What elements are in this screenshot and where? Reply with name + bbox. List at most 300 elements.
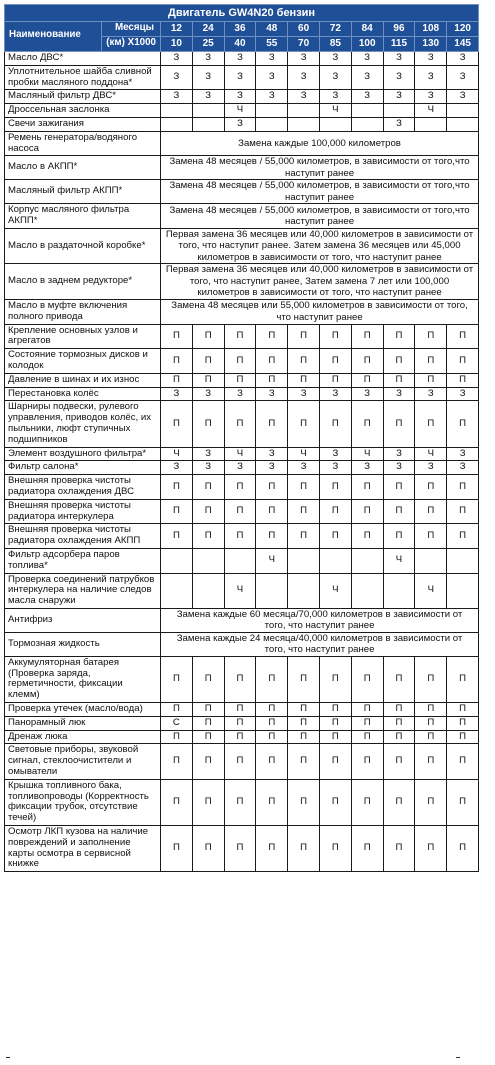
service-cell: П <box>415 703 447 717</box>
service-cell <box>351 117 383 131</box>
service-cell: П <box>415 716 447 730</box>
service-cell: П <box>224 401 256 447</box>
service-cell: З <box>415 387 447 401</box>
service-cell: З <box>256 90 288 104</box>
service-cell <box>288 104 320 118</box>
service-cell: П <box>383 401 415 447</box>
service-cell: П <box>447 744 479 779</box>
service-cell: П <box>288 324 320 349</box>
page-edge-mark <box>6 1057 10 1058</box>
row-name: Давление в шинах и их износ <box>5 373 161 387</box>
service-cell: С <box>161 716 193 730</box>
service-cell: П <box>256 349 288 374</box>
service-cell: З <box>415 461 447 475</box>
service-cell: П <box>161 524 193 549</box>
service-cell: З <box>288 52 320 66</box>
row-name: Тормозная жидкость <box>5 632 161 656</box>
row-name: Элемент воздушного фильтра* <box>5 447 161 461</box>
table-row <box>5 716 479 730</box>
service-cell: П <box>224 703 256 717</box>
service-cell: П <box>288 779 320 825</box>
row-name: Масло в раздаточной коробке* <box>5 228 161 264</box>
table-row <box>5 461 479 475</box>
month-48: 48 <box>256 22 288 37</box>
service-cell: П <box>319 730 351 744</box>
service-cell: П <box>415 779 447 825</box>
service-cell: П <box>192 324 224 349</box>
service-cell: П <box>319 779 351 825</box>
service-cell: З <box>383 52 415 66</box>
service-cell: П <box>319 401 351 447</box>
service-cell: П <box>192 656 224 702</box>
service-cell: П <box>319 349 351 374</box>
table-row <box>5 324 479 349</box>
service-cell: П <box>161 826 193 872</box>
service-cell: П <box>161 401 193 447</box>
row-name: Осмотр ЛКП кузова на наличие повреждений и заполнение карты осмотра в сервисной книжке <box>5 826 161 872</box>
service-cell <box>224 548 256 573</box>
month-72: 72 <box>319 22 351 37</box>
service-cell: З <box>256 65 288 90</box>
table-title: Двигатель GW4N20 бензин <box>5 5 479 22</box>
service-cell <box>415 117 447 131</box>
service-cell: П <box>256 656 288 702</box>
service-cell <box>192 573 224 608</box>
row-name: Ремень генератора/водяного насоса <box>5 131 161 156</box>
service-cell: Ч <box>224 104 256 118</box>
service-cell: З <box>224 387 256 401</box>
table-row <box>5 475 479 500</box>
km-115: 115 <box>383 37 415 52</box>
service-cell: Ч <box>415 573 447 608</box>
service-cell: П <box>383 524 415 549</box>
service-cell: П <box>192 499 224 524</box>
service-cell: П <box>447 524 479 549</box>
service-cell: П <box>447 499 479 524</box>
row-name: Масло в заднем редукторе* <box>5 264 161 300</box>
table-row <box>5 548 479 573</box>
service-cell: З <box>192 461 224 475</box>
km-25: 25 <box>192 37 224 52</box>
service-cell: П <box>383 324 415 349</box>
service-cell <box>192 117 224 131</box>
service-cell: П <box>161 779 193 825</box>
service-cell: З <box>224 52 256 66</box>
service-cell <box>351 573 383 608</box>
service-cell: П <box>161 656 193 702</box>
table-row <box>5 349 479 374</box>
row-name: Масло в АКПП* <box>5 156 161 180</box>
row-name: Масло ДВС* <box>5 52 161 66</box>
service-cell: П <box>256 730 288 744</box>
service-cell: П <box>256 475 288 500</box>
service-cell <box>256 104 288 118</box>
service-cell: З <box>447 52 479 66</box>
service-cell: З <box>256 461 288 475</box>
service-cell: П <box>224 349 256 374</box>
service-cell: П <box>415 324 447 349</box>
interval-note: Замена каждые 60 месяца/70,000 километров в зависимости от того, что наступит ранее <box>161 608 479 632</box>
service-cell: П <box>447 373 479 387</box>
service-cell: Ч <box>224 447 256 461</box>
service-cell: Ч <box>256 548 288 573</box>
service-cell: З <box>192 65 224 90</box>
service-cell: З <box>192 52 224 66</box>
month-120: 120 <box>447 22 479 37</box>
table-row <box>5 826 479 872</box>
table-row <box>5 573 479 608</box>
service-cell: П <box>383 779 415 825</box>
service-cell: П <box>224 716 256 730</box>
service-cell: З <box>192 387 224 401</box>
interval-note: Первая замена 36 месяцев или 40,000 километров в зависимости от того, что наступит ранее. Затем замена 36 месяцев или 45,000 километров в зависимости от того, что наступит ранее <box>161 228 479 264</box>
service-cell <box>351 548 383 573</box>
service-cell: П <box>288 499 320 524</box>
service-cell: П <box>447 730 479 744</box>
service-cell: З <box>256 447 288 461</box>
service-cell: З <box>447 461 479 475</box>
service-cell <box>161 104 193 118</box>
service-cell <box>447 548 479 573</box>
service-cell: П <box>319 656 351 702</box>
service-cell <box>256 117 288 131</box>
service-cell: З <box>161 387 193 401</box>
service-cell: П <box>447 826 479 872</box>
service-cell <box>161 548 193 573</box>
service-cell: П <box>224 656 256 702</box>
service-cell: З <box>288 387 320 401</box>
table-row <box>5 632 479 656</box>
service-cell: П <box>192 401 224 447</box>
service-cell: З <box>383 387 415 401</box>
service-cell: П <box>256 779 288 825</box>
service-cell: Ч <box>351 447 383 461</box>
table-row <box>5 447 479 461</box>
service-cell: П <box>256 401 288 447</box>
table-row <box>5 131 479 156</box>
service-cell: З <box>415 65 447 90</box>
service-cell: З <box>224 65 256 90</box>
service-cell: П <box>319 499 351 524</box>
service-cell: Ч <box>319 573 351 608</box>
service-cell <box>447 573 479 608</box>
service-cell: П <box>447 703 479 717</box>
service-cell: П <box>288 656 320 702</box>
service-cell: П <box>383 656 415 702</box>
service-cell: Ч <box>319 104 351 118</box>
service-cell: П <box>319 324 351 349</box>
maintenance-schedule <box>4 4 478 872</box>
service-cell: П <box>192 373 224 387</box>
service-cell <box>319 548 351 573</box>
service-cell: З <box>383 117 415 131</box>
service-cell: П <box>383 744 415 779</box>
service-cell: Ч <box>415 447 447 461</box>
months-row <box>5 22 479 37</box>
service-cell: З <box>161 52 193 66</box>
service-cell: Ч <box>224 573 256 608</box>
month-96: 96 <box>383 22 415 37</box>
service-cell: З <box>288 65 320 90</box>
service-cell: З <box>351 90 383 104</box>
service-cell: З <box>288 461 320 475</box>
table-row <box>5 401 479 447</box>
service-cell: П <box>415 730 447 744</box>
row-name: Внешняя проверка чистоты радиатора охлаждения АКПП <box>5 524 161 549</box>
row-name: Проверка соединений патрубков интеркулера на наличие следов масла снаружи <box>5 573 161 608</box>
service-cell: П <box>224 373 256 387</box>
service-cell: П <box>288 826 320 872</box>
table-row <box>5 52 479 66</box>
table-row <box>5 730 479 744</box>
service-cell: Ч <box>288 447 320 461</box>
service-cell: П <box>447 475 479 500</box>
km-55: 55 <box>256 37 288 52</box>
service-cell: П <box>192 703 224 717</box>
service-cell: П <box>192 716 224 730</box>
row-name: Аккумуляторная батарея (Проверка заряда, герметичности, фиксации клемм) <box>5 656 161 702</box>
interval-note: Замена 48 месяцев или 55,000 километров в зависимости от того, что наступит ранее <box>161 299 479 324</box>
service-cell: П <box>161 744 193 779</box>
table-row <box>5 608 479 632</box>
service-cell: П <box>415 373 447 387</box>
row-name: Состояние тормозных дисков и колодок <box>5 349 161 374</box>
header-divider <box>101 36 160 37</box>
service-cell: З <box>351 461 383 475</box>
service-cell: З <box>319 52 351 66</box>
table-row <box>5 299 479 324</box>
month-60: 60 <box>288 22 320 37</box>
service-cell: З <box>319 387 351 401</box>
service-cell <box>288 117 320 131</box>
service-cell: З <box>383 65 415 90</box>
row-name: Панорамный люк <box>5 716 161 730</box>
row-name: Уплотнительное шайба сливной пробки масляного поддона* <box>5 65 161 90</box>
row-name: Внешняя проверка чистоты радиатора интеркулера <box>5 499 161 524</box>
service-cell <box>383 573 415 608</box>
interval-note: Замена каждые 100,000 километров <box>161 131 479 156</box>
service-cell: З <box>447 65 479 90</box>
km-label: (км) Х1000 <box>106 37 156 48</box>
table-row <box>5 117 479 131</box>
service-cell: П <box>447 779 479 825</box>
service-cell: П <box>415 656 447 702</box>
row-name: Масло в муфте включения полного привода <box>5 299 161 324</box>
service-cell: П <box>447 401 479 447</box>
service-cell: П <box>161 703 193 717</box>
months-label: Месяцы <box>114 22 154 33</box>
service-cell: П <box>224 730 256 744</box>
service-cell: З <box>224 117 256 131</box>
interval-note: Замена 48 месяцев / 55,000 километров, в зависимости от того,что наступит ранее <box>161 156 479 180</box>
service-cell: П <box>256 826 288 872</box>
table-row <box>5 373 479 387</box>
row-name: Шарниры подвески, рулевого управления, приводов колёс, их пыльники, люфт ступичных подшипников <box>5 401 161 447</box>
service-cell: П <box>351 524 383 549</box>
service-cell: П <box>161 499 193 524</box>
service-cell: П <box>288 730 320 744</box>
service-cell: П <box>224 499 256 524</box>
service-cell: П <box>256 703 288 717</box>
service-cell: П <box>351 324 383 349</box>
service-cell: П <box>319 703 351 717</box>
page-edge-mark <box>456 1057 460 1058</box>
service-cell: П <box>288 373 320 387</box>
service-cell <box>192 548 224 573</box>
service-cell: П <box>288 716 320 730</box>
table-row <box>5 499 479 524</box>
service-cell: П <box>351 744 383 779</box>
maintenance-table <box>4 4 479 872</box>
service-cell: Ч <box>383 548 415 573</box>
service-cell: П <box>415 401 447 447</box>
service-cell: П <box>383 499 415 524</box>
service-cell: П <box>319 475 351 500</box>
service-cell: П <box>351 826 383 872</box>
service-cell: П <box>161 373 193 387</box>
name-label: Наименование <box>9 29 81 40</box>
service-cell: П <box>383 716 415 730</box>
month-12: 12 <box>161 22 193 37</box>
row-name: Крепление основных узлов и агрегатов <box>5 324 161 349</box>
service-cell: П <box>224 826 256 872</box>
km-10: 10 <box>161 37 193 52</box>
table-row <box>5 264 479 300</box>
service-cell: П <box>351 499 383 524</box>
service-cell: Ч <box>415 104 447 118</box>
service-cell: З <box>319 65 351 90</box>
service-cell: З <box>383 461 415 475</box>
service-cell: З <box>192 90 224 104</box>
service-cell: З <box>224 461 256 475</box>
service-cell: П <box>161 475 193 500</box>
service-cell: П <box>192 349 224 374</box>
interval-note: Первая замена 36 месяцев или 40,000 километров в зависимости от того, что наступит ранее, Затем замена 7 лет или 100,000 километров в зависимости от того, что наступит ранее <box>161 264 479 300</box>
row-name: Масляный фильтр АКПП* <box>5 180 161 204</box>
service-cell <box>447 117 479 131</box>
service-cell: П <box>415 349 447 374</box>
service-cell: П <box>319 373 351 387</box>
service-cell <box>351 104 383 118</box>
service-cell: П <box>415 524 447 549</box>
km-70: 70 <box>288 37 320 52</box>
service-cell: П <box>319 826 351 872</box>
service-cell: П <box>351 703 383 717</box>
service-cell <box>447 104 479 118</box>
service-cell: З <box>319 461 351 475</box>
service-cell: П <box>351 779 383 825</box>
service-cell: З <box>288 90 320 104</box>
service-cell: З <box>415 90 447 104</box>
service-cell <box>383 104 415 118</box>
service-cell <box>319 117 351 131</box>
month-36: 36 <box>224 22 256 37</box>
service-cell: П <box>447 656 479 702</box>
service-cell: З <box>351 387 383 401</box>
service-cell: П <box>161 730 193 744</box>
service-cell: П <box>447 324 479 349</box>
km-40: 40 <box>224 37 256 52</box>
km-130: 130 <box>415 37 447 52</box>
row-name: Масляный фильтр ДВС* <box>5 90 161 104</box>
service-cell: П <box>192 524 224 549</box>
service-cell: П <box>161 324 193 349</box>
service-cell: П <box>256 499 288 524</box>
table-row <box>5 744 479 779</box>
service-cell: П <box>383 373 415 387</box>
table-row <box>5 204 479 229</box>
service-cell: З <box>192 447 224 461</box>
row-name: Фильтр салона* <box>5 461 161 475</box>
service-cell: П <box>415 826 447 872</box>
service-cell: П <box>415 499 447 524</box>
service-cell: П <box>288 524 320 549</box>
service-cell: П <box>351 730 383 744</box>
service-cell: П <box>319 716 351 730</box>
table-row <box>5 524 479 549</box>
service-cell: З <box>256 52 288 66</box>
service-cell: П <box>288 475 320 500</box>
service-cell <box>288 573 320 608</box>
interval-note: Замена каждые 24 месяца/40,000 километров в зависимости от того, что наступит ранее <box>161 632 479 656</box>
km-85: 85 <box>319 37 351 52</box>
service-cell: П <box>256 524 288 549</box>
row-name: Дроссельная заслонка <box>5 104 161 118</box>
service-cell: П <box>256 744 288 779</box>
service-cell: П <box>319 744 351 779</box>
service-cell: П <box>447 716 479 730</box>
service-cell: П <box>224 324 256 349</box>
service-cell: З <box>447 387 479 401</box>
table-row <box>5 228 479 264</box>
service-cell: З <box>319 90 351 104</box>
interval-note: Замена 48 месяцев / 55,000 километров, в зависимости от того,что наступит ранее <box>161 180 479 204</box>
service-cell: З <box>351 52 383 66</box>
service-cell <box>415 548 447 573</box>
service-cell: З <box>383 90 415 104</box>
service-cell: П <box>351 716 383 730</box>
table-title-row <box>5 5 479 22</box>
table-body <box>5 52 479 872</box>
service-cell: З <box>161 90 193 104</box>
row-name: Перестановка колёс <box>5 387 161 401</box>
service-cell: З <box>383 447 415 461</box>
table-row <box>5 180 479 204</box>
row-name: Фильтр адсорбера паров топлива* <box>5 548 161 573</box>
service-cell: З <box>447 90 479 104</box>
service-cell: П <box>288 401 320 447</box>
km-145: 145 <box>447 37 479 52</box>
month-108: 108 <box>415 22 447 37</box>
service-cell <box>288 548 320 573</box>
service-cell: З <box>415 52 447 66</box>
km-100: 100 <box>351 37 383 52</box>
table-row <box>5 703 479 717</box>
table-row <box>5 104 479 118</box>
row-name: Свечи зажигания <box>5 117 161 131</box>
service-cell: П <box>319 524 351 549</box>
row-name: Крышка топливного бака, топливопроводы (Корректность фиксации трубок, отсутствие течей) <box>5 779 161 825</box>
row-name: Корпус масляного фильтра АКПП* <box>5 204 161 229</box>
table-row <box>5 156 479 180</box>
service-cell: П <box>351 401 383 447</box>
service-cell: П <box>256 373 288 387</box>
service-cell: П <box>351 349 383 374</box>
service-cell: П <box>192 779 224 825</box>
month-84: 84 <box>351 22 383 37</box>
service-cell: П <box>447 349 479 374</box>
service-cell: П <box>192 475 224 500</box>
